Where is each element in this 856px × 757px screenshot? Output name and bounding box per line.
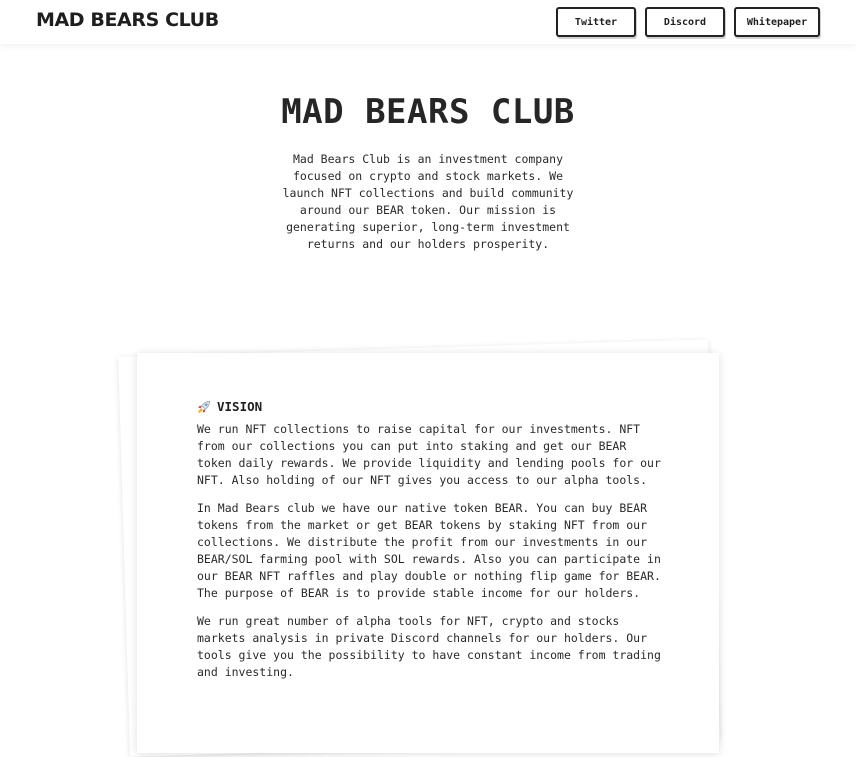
vision-title: VISION [217,399,263,414]
vision-paragraph: We run great number of alpha tools for NFT, crypto and stocks markets analysis in private Discord channels for our holders. Our tools give you the possibility to have constant income from trading and investing. [197,614,661,679]
vision-paragraph: We run NFT collections to raise capital for our investments. NFT from our collections you can put into staking and get our BEAR token daily rewards. We provide liquidity and lending pools for our NFT. Also holding of our NFT gives you access to our alpha tools. [197,422,661,487]
vision-card [137,353,719,753]
rocket-icon [197,400,211,414]
vision-content [197,399,667,692]
hero-description: Mad Bears Club is an investment company focused on crypto and stock markets. We launch NFT collections and build community around our BEAR token. Our mission is generating superior, long-term investment returns and our holders prosperity. [282,152,574,251]
hero-title: MAD BEARS CLUB [281,92,575,132]
twitter-button[interactable]: Twitter [556,7,636,37]
discord-button[interactable]: Discord [645,7,725,37]
site-logo[interactable]: MAD BEARS CLUB [36,9,219,31]
vision-heading [197,399,667,414]
whitepaper-button[interactable]: Whitepaper [734,7,820,37]
main-nav [556,7,820,37]
site-header [0,0,856,44]
vision-paragraph: In Mad Bears club we have our native token BEAR. You can buy BEAR tokens from the market or get BEAR tokens by staking NFT from our collections. We distribute the profit from our investments in our BEAR/SOL farming pool with SOL rewards. Also you can participate in our BEAR NFT raffles and play double or nothing flip game for BEAR. The purpose of BEAR is to provide stable income for our holders. [197,501,661,600]
